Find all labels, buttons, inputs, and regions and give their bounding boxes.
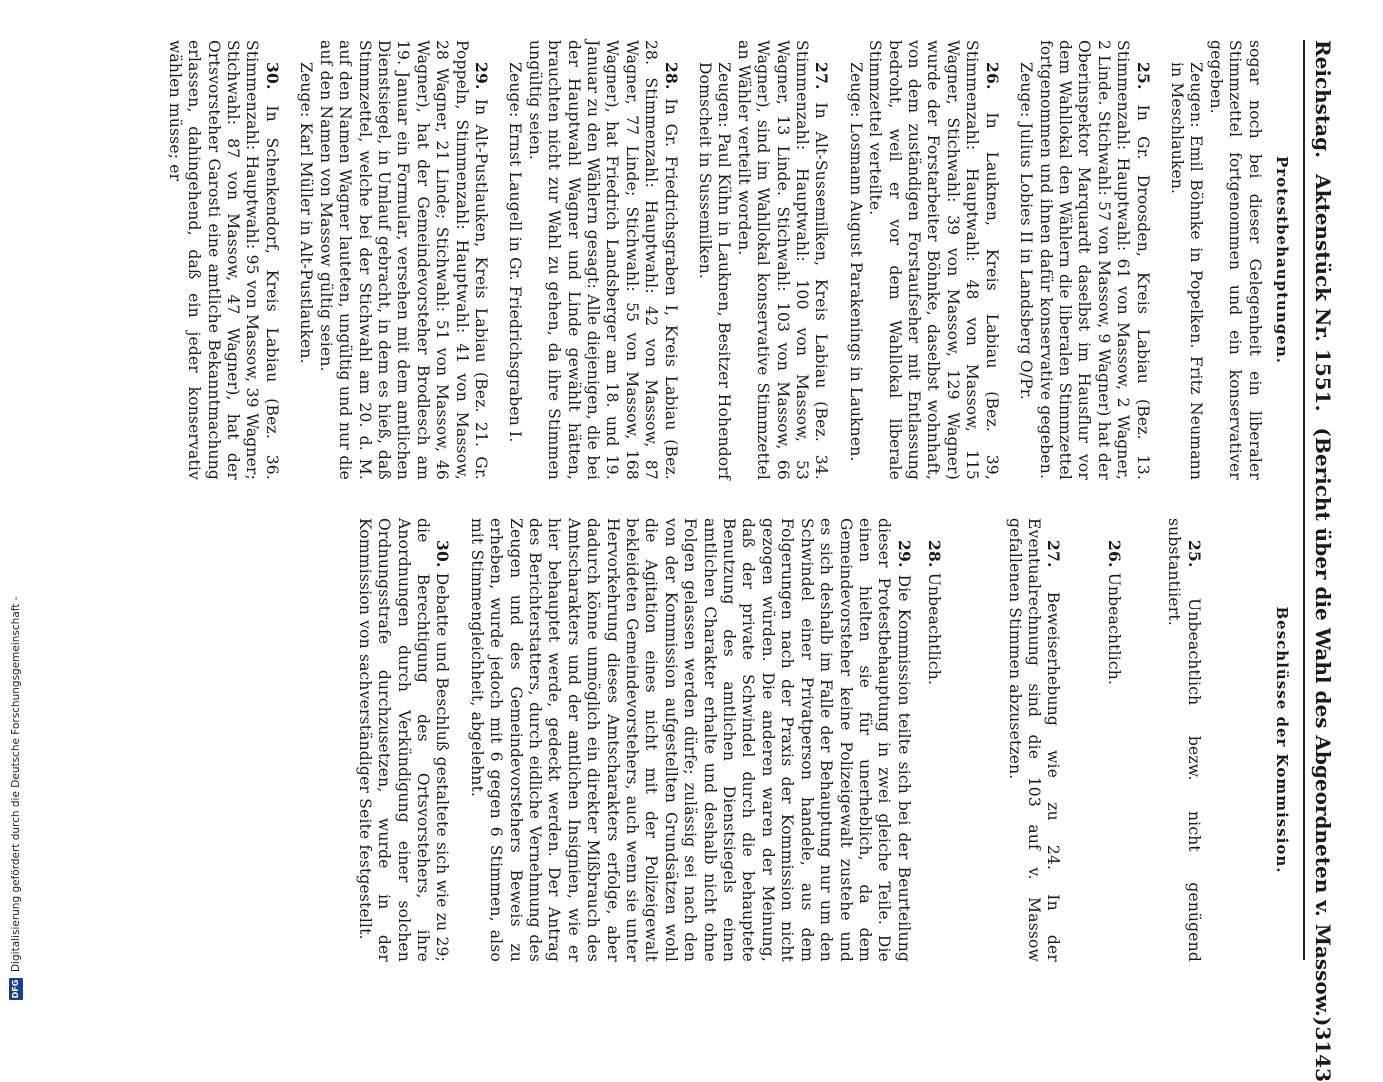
protest-witness: Zeuge: Karl Müller in Alt-Pustlauken. [297, 62, 316, 364]
protest-entry [164, 40, 281, 480]
decision-text [354, 518, 452, 962]
decision-entry [1164, 518, 1204, 962]
intro-text: sogar noch bei dieser Gelegenheit ein liberaler Stimmzettel fortgenommen und ein konservativer gegeben. [1206, 40, 1264, 480]
decision-body: Unbeachtlich. [1104, 572, 1123, 686]
protest-body: In Schenkendorf, Kreis Labiau (Bez. 36. Stimmenzahl: Hauptwahl: 95 von Massow, 39 Wagner; Stichwahl: 87 von Massow, 47 Wagner), hat der Ortsvorsteher Garosti eine amtliche Bekanntmachung erlassen, dahingehend, daß ein jeder konservativ wählen müsse; er [165, 40, 281, 480]
decision-entry [924, 518, 944, 962]
protest-number: 26. [982, 62, 1002, 90]
decision-number: 28. [925, 540, 945, 568]
decision-text [1004, 518, 1063, 962]
decision-text [924, 518, 944, 962]
protest-entry [733, 40, 831, 480]
decision-number: 25. [1184, 540, 1204, 568]
header-title: (Bericht über die Wahl des Abgeordneten v. Massow.) [1311, 427, 1335, 1027]
protest-body: In Alt-Pustlauken, Kreis Labiau (Bez. 21. Gr. Poppeln, Stimmenzahl: Hauptwahl: 41 von Massow, 28 Wagner, 21 Linde; Stichwahl: 51 von Massow, 46 Wagner), hat der Gemeindevorsteher Brodlesch am 19. Januar ein Formular, versehen mit dem amtlichen Dienstsiegel, in Umlauf gebracht, in dem es hieß, daß Stimmzettel, welche bei der Stichwahl am 20. d. M. auf den Namen Wagner lauteten, ungültig und nur die auf den Namen von Massow gültig seien. [316, 40, 490, 480]
protest-number: 28. [661, 62, 681, 90]
intro-paragraph [1205, 40, 1263, 480]
header-reichstag: Reichstag. [1311, 40, 1335, 159]
protest-body: In Gr. Friedrichsgraben I, Kreis Labiau (Bez. 28. Stimmenzahl: Hauptwahl: 42 von Massow, 87 Wagner, 77 Linde; Stichwahl: 55 von Massow, 168 Wagner), hat Friedrich Landsberger am 18. und 19. Januar zu den Wählern gesagt: Alle diejenigen, die bei der Hauptwahl Wagner und Linde gewählt hätten, brauchten nicht zur Wahl zu gehen, da ihre Stimmen ungültig seien. [525, 40, 680, 480]
protest-text [733, 40, 831, 480]
dfg-logo-icon: DFG [9, 978, 23, 1000]
protest-body: In Gr. Droosden, Kreis Labiau (Bez. 13. Stimmenzahl: Hauptwahl: 61 von Massow, 2 Wagner, 2 Linde. Stichwahl: 57 von Massow, 9 Wagner) hat der Oberinspektor Marquardt daselbst im Hausflur vor dem Wahllokal den Wählern die liberalen Stimmzettel fortgenommen und ihnen dafür konservative gegeben. [1036, 40, 1152, 480]
decision-text [1103, 518, 1123, 962]
digitization-footer [4, 0, 28, 1000]
page-number: 3143 [1311, 1026, 1335, 1082]
decision-text [466, 518, 913, 962]
decision-text [1164, 518, 1204, 962]
protest-witness: Zeuge: Julius Lobies II in Landsberg O/Pr. [1017, 62, 1036, 400]
protest-number: 27. [812, 62, 832, 90]
right-column-decisions [354, 518, 1293, 962]
protest-entry [524, 40, 680, 480]
left-entries [164, 40, 1152, 480]
protest-witness: Zeuge: Losmann August Parakenings in Lauknen. [846, 62, 865, 462]
protest-text [1035, 40, 1152, 480]
header-rule [1303, 40, 1305, 960]
protest-text [315, 40, 491, 480]
header-akte: Aktenstück Nr. 1551. [1311, 174, 1335, 412]
protest-entry [315, 40, 491, 480]
protest-body: In Alt-Sussemilken, Kreis Labiau (Bez. 34. Stimmenzahl: Hauptwahl: 100 von Massow, 53 Wagner, 13 Linde. Stichwahl: 103 von Massow, 66 Wagner), sind im Wahllokal konservative Stimmzettel an Wähler verteilt worden. [734, 40, 831, 480]
protest-number: 30. [262, 62, 282, 90]
left-column-protests [164, 40, 1293, 480]
protest-witness: Zeuge: Ernst Laugell in Gr. Friedrichsgraben I. [506, 62, 525, 443]
right-column-heading: Beschlüsse der Kommission. [1273, 606, 1291, 874]
protest-text [865, 40, 1002, 480]
decision-entry [466, 518, 913, 962]
right-entries [354, 518, 1263, 962]
decision-body: Unbeachtlich bezw. nicht genügend substantiiert. [1165, 518, 1203, 962]
protest-witness: Zeugen: Paul Kühn in Lauknen, Besitzer Hohendorf Domscheit in Sussemilken. [696, 62, 734, 480]
decision-body: Unbeachtlich. [925, 572, 944, 686]
protest-entry [865, 40, 1002, 480]
protest-body: In Lauknen, Kreis Labiau (Bez. 39, Stimmenzahl: Hauptwahl: 48 von Massow, 115 Wagner, Stichwahl: 39 von Massow, 129 Wagner) wurde der Forstarbeiter Böhnke, daselbst wohnhaft, von dem zuständigen Forstaufseher mit Entlassung bedroht, weil er vor dem Wahllokal liberale Stimmzettel verteilte. [866, 40, 1001, 480]
protest-text [164, 40, 281, 480]
left-column-heading: Protestbehauptungen. [1273, 156, 1291, 364]
decision-body: Die Kommission teilte sich bei der Beurteilung dieser Protestbehauptung in zwei gleiche Teile. Die einen hielten sie für unerheblich, da dem Gemeindevorsteher keine Polizeigewalt zustehe und es sich deshalb im Falle der Behauptung nur um den Schwindel einer Privatperson handele, aus dem Folgerungen nach der Praxis der Kommission nicht gezogen würden. Die anderen waren der Meinung, daß der private Schwindel durch die behauptete Benutzung des amtlichen Dienstsiegels einen amtlichen Charakter erhalte und deshalb nicht ohne Folgen gelassen werden dürfe; zulässig sei nach den von der Kommission aufgestellten Grundsätzen wohl die Agitation eines nicht mit der Polizeigewalt bekleideten Gemeindevorstehers, auch wenn sie unter Hervorkehrung dieses Amtscharakters erfolge, aber dadurch könne unmöglich ein direkter Mißbrauch des Amtscharakters und der amtlichen Insignien, wie er hier behauptet werde, gedeckt werden. Der Antrag des Berichterstatters, durch eidliche Vernehmung des Zeugen und des Gemeindevorstehers Beweis zu erheben, wurde jedoch mit 6 gegen 6 Stimmen, also mit Stimmengleichheit, abgelehnt. [467, 518, 913, 962]
protest-number: 29. [471, 62, 491, 90]
decision-entry [354, 518, 452, 962]
protest-number: 25. [1133, 62, 1153, 90]
decision-number: 29. [894, 540, 914, 568]
decision-number: 27. [1044, 540, 1064, 568]
protest-text [524, 40, 680, 480]
decision-number: 26. [1104, 540, 1124, 568]
decision-body: Debatte und Beschluß gestaltete sich wie zu 29; die Berechtigung des Ortsvorstehers, ihre Anordnungen durch Verkündigung einer solchen Ordnungsstrafe durchzusetzen, wurde in der Kommission von sachverständiger Seite festgestellt. [355, 518, 452, 962]
protest-entry [1035, 40, 1152, 480]
page-header [1311, 40, 1351, 1082]
decision-entry [1103, 518, 1123, 962]
decision-entry [1004, 518, 1063, 962]
decision-number: 30. [433, 540, 453, 568]
footer-text: Digitalisierung gefördert durch die Deutsche Forschungsgemeinschaft - [10, 596, 22, 972]
decision-body: Beweiserhebung wie zu 24. In der Eventualrechnung sind die 103 auf v. Massow gefallenen Stimmen abzusetzen. [1005, 518, 1063, 962]
intro-witness: Zeugen: Emil Böhnke in Popelken. Fritz Neumann in Meschlauken. [1167, 62, 1206, 480]
